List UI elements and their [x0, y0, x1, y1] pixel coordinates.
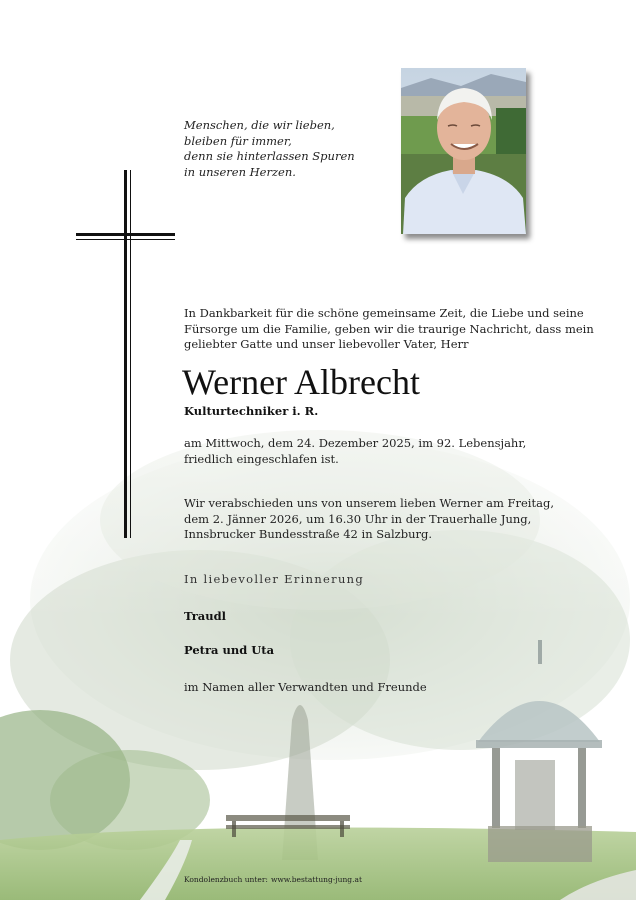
death-line: friedlich eingeschlafen ist. — [184, 451, 339, 466]
death-line: am Mittwoch, dem 24. Dezember 2025, im 92. Lebensjahr, — [184, 436, 527, 450]
intro-line: Fürsorge um die Familie, geben wir die traurige Nachricht, dass mein — [184, 321, 594, 336]
memorial-quote — [184, 118, 384, 180]
mourner-name: Petra und Uta — [184, 643, 275, 657]
farewell-details — [184, 496, 564, 543]
memory-heading: In liebevoller Erinnerung — [184, 572, 365, 586]
quote-line: denn sie hinterlassen Spuren — [184, 149, 355, 163]
quote-line: in unseren Herzen. — [184, 164, 296, 179]
mourner-name: Traudl — [184, 609, 227, 623]
farewell-line: Innsbrucker Bundesstraße 42 in Salzburg. — [184, 527, 433, 542]
farewell-line: Wir verabschieden uns von unserem lieben Werner am Freitag, — [184, 496, 554, 510]
intro-line: In Dankbarkeit für die schöne gemeinsame Zeit, die Liebe und seine — [184, 306, 584, 320]
condolence-link[interactable]: www.bestattung-jung.at — [270, 875, 362, 884]
quote-line: bleiben für immer, — [184, 133, 292, 148]
condolence-label: Kondolenzbuch unter: — [184, 875, 268, 884]
portrait-photo — [401, 68, 526, 234]
cross-symbol — [76, 170, 176, 540]
death-notice — [184, 436, 544, 467]
deceased-name: Werner Albrecht — [182, 362, 420, 402]
announcement-intro — [184, 306, 594, 353]
intro-line: geliebter Gatte und unser liebevoller Vater, Herr — [184, 337, 469, 352]
farewell-line: dem 2. Jänner 2026, um 16.30 Uhr in der Trauerhalle Jung, — [184, 511, 532, 526]
condolence-footer — [184, 875, 365, 884]
relatives-line: im Namen aller Verwandten und Freunde — [184, 680, 427, 694]
deceased-profession: Kulturtechniker i. R. — [184, 404, 319, 418]
quote-line: Menschen, die wir lieben, — [184, 118, 335, 132]
